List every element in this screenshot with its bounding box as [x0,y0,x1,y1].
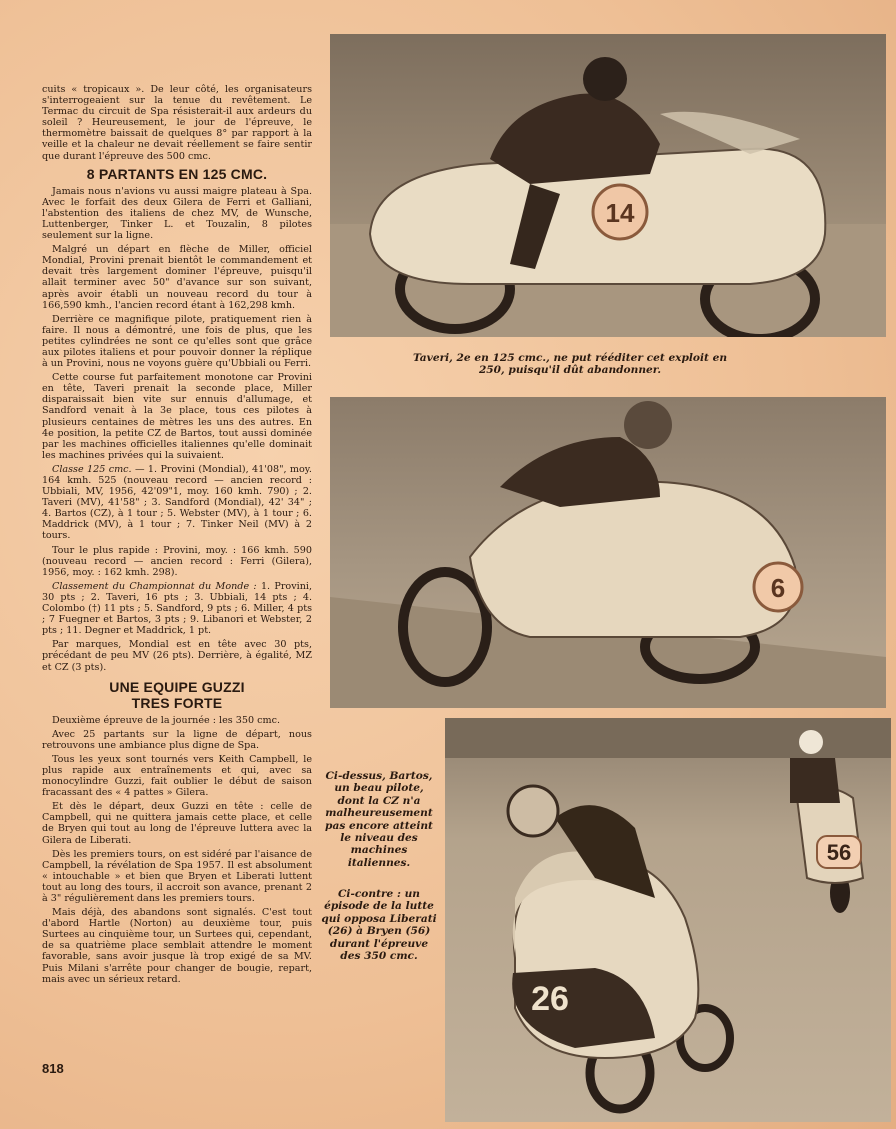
championship-paragraph [42,581,312,636]
body-paragraph: Et dès le départ, deux Guzzi en tête : celle de Campbell, qui ne quittera jamais cette place, et celle de Bryen qui tout au long de l'épreuve luttera avec la Gilera de Liberati. [42,801,312,846]
heading-line: UNE EQUIPE GUZZI [109,678,245,695]
body-paragraph: Jamais nous n'avions vu aussi maigre plateau à Spa. Avec le forfait des deux Gilera de Ferri et Galliani, l'abstention des italiens de chez MV, de Wunsche, Luttenberger, Tinker L. et Touzalin, 8 pilotes seulement sur la ligne. [42,185,312,242]
results-label: Classe 125 cmc. [52,463,132,475]
article-text-column [42,84,312,988]
intro-paragraph: cuits « tropicaux ». De leur côté, les organisateurs s'interrogeaient sur la tenue du revêtement. Le Termac du circuit de Spa résisterait-il aux ardeurs du soleil ? Heureusement, le jour de l'épreuve, le thermomètre baissait de quelques 8° par rapport à la veille et la chaleur ne devait réellement se faire sentir que durant l'épreuve des 500 cmc. [42,84,312,162]
results-paragraph [42,464,312,542]
fastest-lap-paragraph: Tour le plus rapide : Provini, moy. : 166 kmh. 590 (nouveau record — ancien record : Ferri (Gilera), 1956, moy. : 162 kmh. 298). [42,544,312,578]
race-number: 26 [531,980,569,1018]
photo-caption-taveri: Taveri, 2e en 125 cmc., ne put rééditer cet exploit en 250, puisqu'il dût abandonner. [412,352,728,377]
heading-line: TRES FORTE [131,694,223,711]
body-paragraph: Dès les premiers tours, on est sidéré par l'aisance de Campbell, la révélation de Spa 1957. Il est absolument « intouchable » et bien que Bryen et Liberati luttent tout au long des tours, il accroit son avance, prenant 2 à 3" régulièrement dans les premiers tours. [42,848,312,904]
championship-label: Classement du Championnat du Monde : [52,580,257,592]
body-paragraph: Tous les yeux sont tournés vers Keith Campbell, le plus rapide aux entraînements et qui, avec sa monocylindre Guzzi, fait oublier le début de saison fracassant des « 4 pattes » Gilera. [42,753,312,799]
photo-caption-liberati-bryen: Ci-contre : un épisode de la lutte qui opposa Liberati (26) à Bryen (56) durant l'épreuve des 350 cmc. [321,888,437,963]
body-paragraph: Cette course fut parfaitement monotone car Provini en tête, Taveri prenait la seconde place, Miller disparaissait bien vite sur ennuis d'allumage, et Sandford venait à la 3e place, tous ces pilotes à plusieurs centaines de mètres les uns des autres. En 4e position, la petite CZ de Bartos, tout aussi dominée par les machines officielles italiennes qu'elle dominait les machines privées qui la suivaient. [42,372,312,461]
race-number: 56 [826,840,852,865]
race-number: 6 [770,573,786,603]
page-number: 818 [42,1061,64,1076]
photo-liberati-bryen [445,718,891,1122]
photo-bartos-illustration [330,397,886,708]
championship-text: 1. Provini, 30 pts ; 2. Taveri, 16 pts ; 3. Ubbiali, 14 pts ; 4. Colombo (†) 11 pts ; 5. Sandford, 9 pts ; 6. Miller, 4 pts ; 7 Fuegner et Bartos, 3 pts ; 9. Libanori et Webster, 2 pts ; 11. Degner et Maddrick, 1 pt. [42,580,312,637]
body-paragraph: Malgré un départ en flèche de Miller, officiel Mondial, Provini prenait bientôt le commandement et devait très largement dominer l'épreuve, puisqu'il allait terminer avec 50" d'avance sur son suivant, après avoir établi un nouveau record du tour à 166,590 kmh., l'ancien record étant à 162,298 kmh. [42,244,312,311]
results-text: — 1. Provini (Mondial), 41'08", moy. 164 kmh. 525 (nouveau record — ancien record : Ubbiali, MV, 1956, 42'09"1, moy. 160 kmh. 790) ; 2. Taveri (MV), 41'58" ; 3. Sandford (Mondial), 42' 34" ; 4. Bartos (CZ), à 1 tour ; 5. Webster (MV), à 1 tour ; 6. Maddrick (MV), à 1 tour ; 7. Tinker Neil (MV) à 2 tours. [42,463,312,542]
body-paragraph: Avec 25 partants sur la ligne de départ, nous retrouvons une ambiance plus digne de Spa. [42,728,312,751]
body-paragraph: Derrière ce magnifique pilote, pratiquement rien à faire. Il nous a démontré, une fois de plus, que les petites cylindrées ne sont ce qu'elles sont que grâce aux pilotes italiens et pour pouvoir donner la réplique à un Provini, nous ne voyons guère qu'Ubbiali ou Ferri. [42,313,312,370]
body-paragraph: Deuxième épreuve de la journée : les 350 cmc. [52,714,280,726]
makes-paragraph: Par marques, Mondial est en tête avec 30 pts, précédant de peu MV (26 pts). Derrière, à égalité, MZ et CZ (3 pts). [42,639,312,673]
photo-caption-bartos: Ci-dessus, Bartos, un beau pilote, dont la CZ n'a malheureusement pas encore atteint le niveau des machines italiennes. [325,770,433,869]
photo-liberati-bryen-illustration [445,718,891,1122]
body-paragraph: Mais déjà, des abandons sont signalés. C'est tout d'abord Hartle (Norton) au deuxième tour, puis Surtees au cinquième tour, un Surtees qui, cependant, de sa quatrième place semblait attendre le moment favorable, sans avoir jusque là trop exigé de sa MV. Puis Milani s'arrête pour changer de bougie, repart, mais avec un sérieux retard. [42,907,312,985]
race-number: 14 [605,198,635,228]
section-heading-125: 8 PARTANTS EN 125 CMC. [86,165,268,182]
section-heading-guzzi [42,679,312,711]
photo-taveri-illustration [330,34,886,337]
photo-taveri-motorcycle [330,34,886,337]
photo-bartos-motorcycle [330,397,886,708]
